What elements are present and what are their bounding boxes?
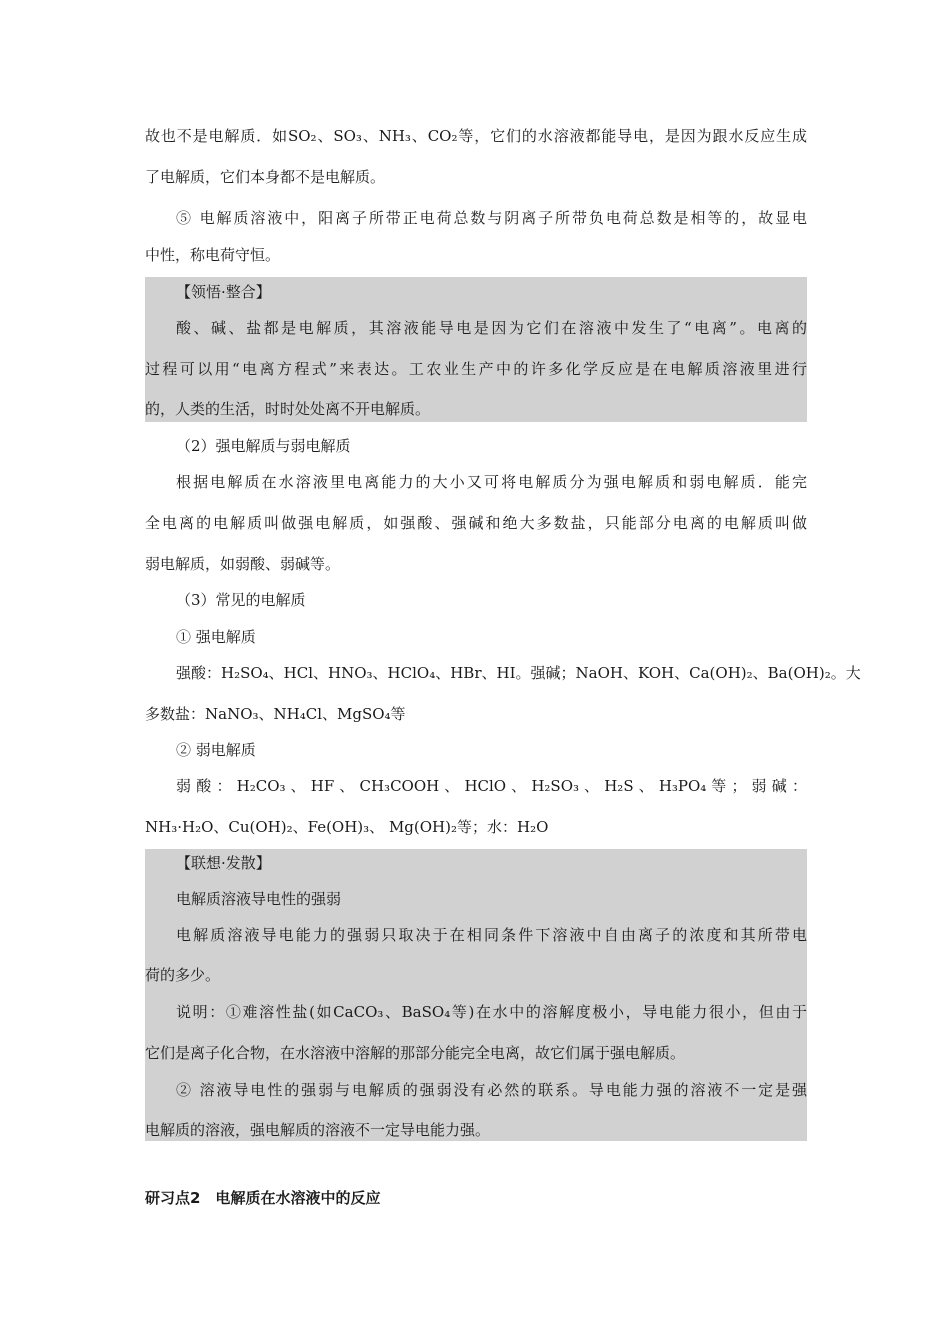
paragraph-line: 过程可以用“电离方程式”来表达。工农业生产中的许多化学反应是在电解质溶液里进行 bbox=[145, 360, 807, 378]
paragraph-line: 弱 酸 ： H₂CO₃ 、 HF 、 CH₃COOH 、 HClO 、 H₂SO₃ 、 H₂S 、 H₃PO₄ 等 ； 弱 碱 ： bbox=[176, 777, 807, 795]
paragraph-line: 电解质的溶液，强电解质的溶液不一定导电能力强。 bbox=[145, 1121, 491, 1139]
paragraph-line: 中性，称电荷守恒。 bbox=[145, 246, 281, 264]
paragraph-line: 根据电解质在水溶液里电离能力的大小又可将电解质分为强电解质和弱电解质．能完 bbox=[176, 473, 807, 491]
paragraph-line: 弱电解质，如弱酸、弱碱等。 bbox=[145, 555, 341, 573]
paragraph-line: 全电离的电解质叫做强电解质，如强酸、强碱和绝大多数盐，只能部分电离的电解质叫做 bbox=[145, 514, 807, 532]
paragraph-line: 的，人类的生活，时时处处离不开电解质。 bbox=[145, 400, 431, 418]
list-item-label: ① 强电解质 bbox=[176, 628, 256, 646]
subsection-title: （2）强电解质与弱电解质 bbox=[176, 437, 351, 455]
subsection-title: （3）常见的电解质 bbox=[176, 591, 306, 609]
section-heading: 研习点2 电解质在水溶液中的反应 bbox=[145, 1189, 381, 1207]
paragraph-line: 说明：①难溶性盐(如CaCO₃、BaSO₄等)在水中的溶解度极小，导电能力很小，但由于 bbox=[176, 1003, 807, 1021]
paragraph-line: NH₃·H₂O、Cu(OH)₂、Fe(OH)₃、 Mg(OH)₂等；水：H₂O bbox=[145, 818, 549, 836]
paragraph-line: ② 溶液导电性的强弱与电解质的强弱没有必然的联系。导电能力强的溶液不一定是强 bbox=[176, 1081, 807, 1099]
paragraph-line: 强酸：H₂SO₄、HCl、HNO₃、HClO₄、HBr、HI。强碱；NaOH、KOH、Ca(OH)₂、Ba(OH)₂。大 bbox=[176, 664, 861, 682]
paragraph-line: 电解质溶液导电能力的强弱只取决于在相同条件下溶液中自由离子的浓度和其所带电 bbox=[176, 926, 807, 944]
paragraph-line: 故也不是电解质．如SO₂、SO₃、NH₃、CO₂等，它们的水溶液都能导电，是因为跟水反应生成 bbox=[145, 127, 807, 145]
paragraph-line: ⑤ 电解质溶液中，阳离子所带正电荷总数与阴离子所带负电荷总数是相等的，故显电 bbox=[176, 209, 807, 227]
paragraph-line: 荷的多少。 bbox=[145, 966, 221, 984]
list-item-label: ② 弱电解质 bbox=[176, 741, 256, 759]
section-label-lingwu: 【领悟·整合】 bbox=[176, 283, 271, 301]
section-label-lianxiang: 【联想·发散】 bbox=[176, 854, 271, 872]
paragraph-line: 酸、碱、盐都是电解质，其溶液能导电是因为它们在溶液中发生了“电离”。电离的 bbox=[176, 319, 807, 337]
paragraph-line: 它们是离子化合物，在水溶液中溶解的那部分能完全电离，故它们属于强电解质。 bbox=[145, 1044, 686, 1062]
paragraph-line: 电解质溶液导电性的强弱 bbox=[176, 890, 342, 908]
paragraph-line: 多数盐：NaNO₃、NH₄Cl、MgSO₄等 bbox=[145, 705, 406, 723]
paragraph-line: 了电解质，它们本身都不是电解质。 bbox=[145, 168, 386, 186]
